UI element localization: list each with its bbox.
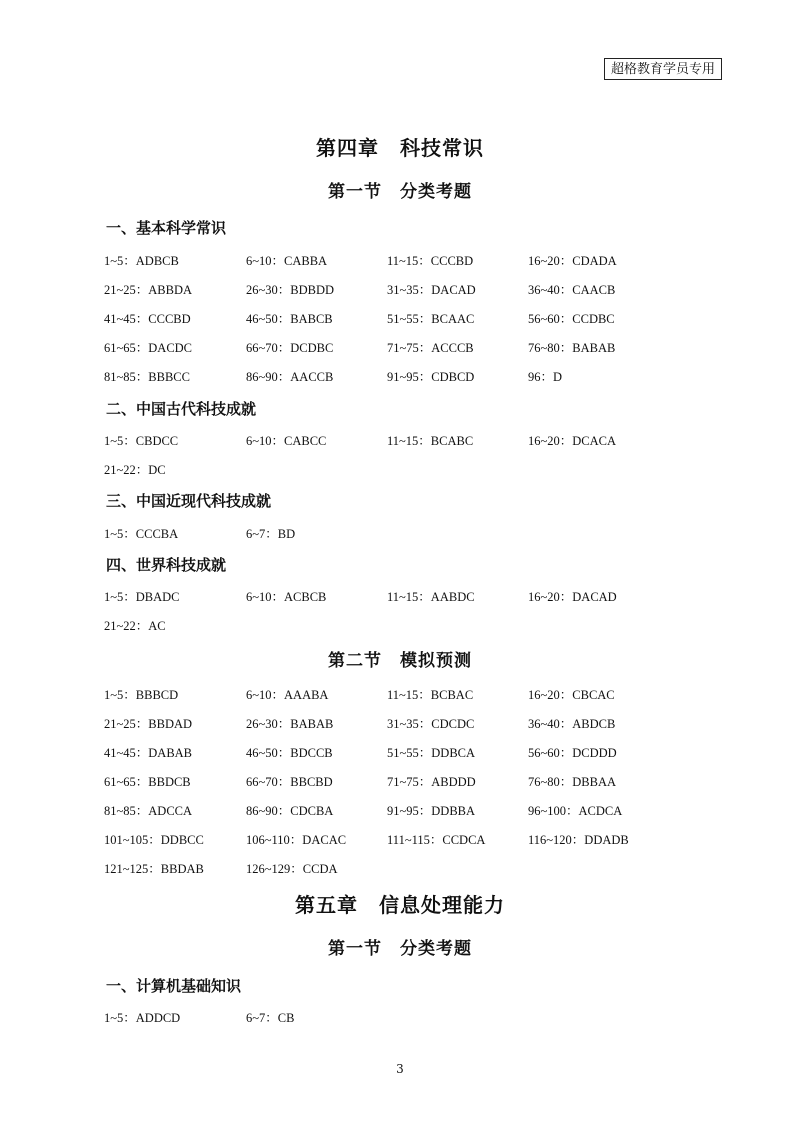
answer-cell: 66~70：DCDBC <box>246 341 334 355</box>
subsection-title: 三、中国近现代科技成就 <box>106 492 272 510</box>
answer-cell: 91~95：CDBCD <box>387 370 475 384</box>
subsection-title: 一、基本科学常识 <box>106 219 227 237</box>
answer-row <box>104 616 704 645</box>
answer-cell: 61~65：DACDC <box>104 341 193 355</box>
answer-cell: 41~45：CCCBD <box>104 312 191 326</box>
answer-cell: 1~5：CCCBA <box>104 527 179 541</box>
chapter-title: 第五章 信息处理能力 <box>295 893 505 917</box>
answer-cell: 36~40：ABDCB <box>528 717 616 731</box>
answer-cell: 96：D <box>528 370 563 384</box>
answer-row <box>104 524 704 553</box>
answer-cell: 81~85：ADCCA <box>104 804 193 818</box>
answer-row <box>104 830 704 859</box>
answer-cell: 111~115：CCDCA <box>387 833 486 847</box>
answer-row <box>104 743 704 772</box>
answer-cell: 86~90：CDCBA <box>246 804 334 818</box>
answer-cell: 76~80：BABAB <box>528 341 616 355</box>
answer-cell: 6~7：CB <box>246 1011 295 1025</box>
answer-cell: 1~5：ADBCB <box>104 254 179 268</box>
answer-cell: 31~35：CDCDC <box>387 717 475 731</box>
page-number: 3 <box>396 1062 404 1076</box>
answer-cell: 11~15：AABDC <box>387 590 475 604</box>
answer-cell: 16~20：DACAD <box>528 590 617 604</box>
answer-cell: 21~22：AC <box>104 619 166 633</box>
answer-cell: 41~45：DABAB <box>104 746 193 760</box>
answer-grid <box>104 587 704 645</box>
answer-cell: 21~25：ABBDA <box>104 283 193 297</box>
answer-cell: 11~15：BCBAC <box>387 688 474 702</box>
answer-cell: 116~120：DDADB <box>528 833 629 847</box>
answer-cell: 6~10：AAABA <box>246 688 329 702</box>
answer-cell: 11~15：CCCBD <box>387 254 474 268</box>
answer-cell: 6~10：ACBCB <box>246 590 327 604</box>
answer-cell: 1~5：BBBCD <box>104 688 179 702</box>
answer-row <box>104 714 704 743</box>
section-title: 第一节 分类考题 <box>328 182 472 202</box>
answer-cell: 101~105：DDBCC <box>104 833 204 847</box>
answer-row <box>104 1008 704 1037</box>
watermark-stamp: 超格教育学员专用 <box>604 58 722 80</box>
answer-cell: 1~5：CBDCC <box>104 434 179 448</box>
answer-cell: 36~40：CAACB <box>528 283 616 297</box>
answer-cell: 1~5：DBADC <box>104 590 180 604</box>
answer-cell: 21~25：BBDAD <box>104 717 193 731</box>
section-title: 第二节 模拟预测 <box>328 651 472 671</box>
subsection-title: 四、世界科技成就 <box>106 556 227 574</box>
answer-cell: 6~7：BD <box>246 527 296 541</box>
answer-cell: 126~129：CCDA <box>246 862 338 876</box>
answer-cell: 26~30：BDBDD <box>246 283 335 297</box>
answer-row <box>104 859 704 888</box>
answer-row <box>104 367 704 396</box>
answer-row <box>104 460 704 489</box>
answer-cell: 86~90：AACCB <box>246 370 334 384</box>
answer-row <box>104 801 704 830</box>
answer-cell: 91~95：DDBBA <box>387 804 476 818</box>
answer-row <box>104 587 704 616</box>
answer-cell: 71~75：ABDDD <box>387 775 476 789</box>
chapter-title: 第四章 科技常识 <box>316 136 484 160</box>
answer-cell: 46~50：BABCB <box>246 312 333 326</box>
answer-cell: 16~20：DCACA <box>528 434 617 448</box>
answer-row <box>104 685 704 714</box>
answer-row <box>104 431 704 460</box>
section-title: 第一节 分类考题 <box>328 939 472 959</box>
answer-cell: 71~75：ACCCB <box>387 341 474 355</box>
answer-cell: 76~80：DBBAA <box>528 775 617 789</box>
answer-cell: 16~20：CDADA <box>528 254 617 268</box>
answer-cell: 106~110：DACAC <box>246 833 347 847</box>
answer-cell: 96~100：ACDCA <box>528 804 623 818</box>
answer-cell: 66~70：BBCBD <box>246 775 333 789</box>
answer-row <box>104 251 704 280</box>
answer-grid <box>104 431 704 489</box>
answer-row <box>104 772 704 801</box>
answer-cell: 46~50：BDCCB <box>246 746 333 760</box>
answer-cell: 21~22：DC <box>104 463 166 477</box>
answer-cell: 61~65：BBDCB <box>104 775 191 789</box>
answer-cell: 16~20：CBCAC <box>528 688 615 702</box>
answer-cell: 56~60：DCDDD <box>528 746 617 760</box>
answer-cell: 6~10：CABCC <box>246 434 327 448</box>
answer-row <box>104 280 704 309</box>
answer-cell: 56~60：CCDBC <box>528 312 615 326</box>
answer-cell: 31~35：DACAD <box>387 283 476 297</box>
answer-row <box>104 338 704 367</box>
answer-cell: 11~15：BCABC <box>387 434 474 448</box>
subsection-title: 二、中国古代科技成就 <box>106 400 257 418</box>
subsection-title: 一、计算机基础知识 <box>106 977 242 995</box>
answer-grid <box>104 251 704 396</box>
answer-cell: 121~125：BBDAB <box>104 862 204 876</box>
answer-row <box>104 309 704 338</box>
answer-grid <box>104 1008 704 1037</box>
answer-grid <box>104 524 704 553</box>
answer-cell: 26~30：BABAB <box>246 717 334 731</box>
answer-cell: 1~5：ADDCD <box>104 1011 181 1025</box>
answer-cell: 6~10：CABBA <box>246 254 328 268</box>
answer-cell: 51~55：BCAAC <box>387 312 475 326</box>
answer-cell: 51~55：DDBCA <box>387 746 476 760</box>
answer-cell: 81~85：BBBCC <box>104 370 190 384</box>
answer-grid <box>104 685 704 888</box>
